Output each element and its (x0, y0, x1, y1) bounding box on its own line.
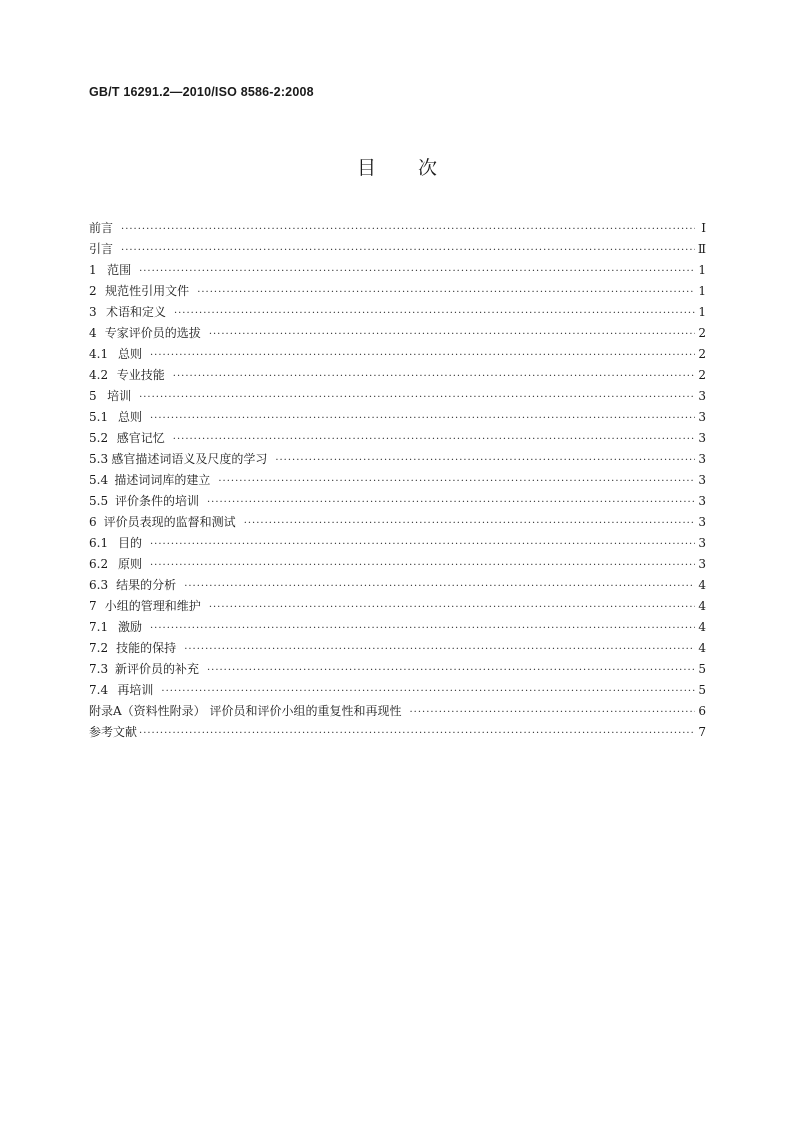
toc-entry[interactable] (89, 428, 706, 449)
toc-entry-title: 参考文献 (89, 725, 138, 739)
toc-entry-title: 总则 (117, 347, 142, 361)
toc-entry[interactable] (89, 281, 706, 302)
toc-entry-page: 5 (698, 662, 706, 676)
toc-leader-dots (173, 429, 695, 450)
toc-leader-dots (207, 492, 695, 513)
toc-entry[interactable] (89, 470, 706, 491)
toc-entry-page: 4 (698, 578, 706, 592)
toc-leader-dots (150, 555, 695, 576)
toc-entry[interactable] (89, 365, 706, 386)
toc-entry-number: 6.1 (89, 536, 109, 550)
toc-leader-dots (139, 261, 695, 282)
toc-entry-page: 3 (698, 452, 706, 466)
toc-entry-number: 6.2 (89, 557, 109, 571)
toc-entry-page: 4 (698, 599, 706, 613)
toc-entry[interactable] (89, 638, 706, 659)
toc-entry-title: 原则 (117, 557, 142, 571)
toc-entry-number: 5.3 (89, 452, 109, 466)
toc-entry-page: 1 (698, 263, 706, 277)
toc-entry-number: 5.4 (89, 473, 109, 487)
toc-leader-dots (161, 681, 695, 702)
toc-entry-title: 引言 (89, 242, 114, 256)
toc-entry[interactable] (89, 680, 706, 701)
toc-leader-dots (209, 597, 695, 618)
toc-entry-number: 4.2 (89, 368, 109, 382)
toc-entry-page: 2 (698, 368, 706, 382)
toc-entry-title: 专家评价员的选拔 (104, 326, 201, 340)
toc-entry[interactable] (89, 722, 706, 743)
toc-entry-page: 3 (698, 536, 706, 550)
toc-leader-dots (173, 366, 695, 387)
toc-leader-dots (275, 450, 695, 471)
toc-entry-title: 术语和定义 (105, 305, 166, 319)
toc-entry-title: 目的 (117, 536, 142, 550)
toc-entry[interactable] (89, 302, 706, 323)
toc-entry-page: Ⅱ (697, 242, 706, 256)
toc-entry-title: 评价条件的培训 (114, 494, 199, 508)
toc-entry[interactable] (89, 512, 706, 533)
toc-entry-title: 培训 (107, 389, 132, 403)
page-title: 目次 (356, 157, 479, 179)
toc-entry-title: 描述词词库的建立 (114, 473, 211, 487)
toc-entry-page: 3 (698, 431, 706, 445)
toc-entry-page: 3 (698, 494, 706, 508)
toc-entry-page: 3 (698, 515, 706, 529)
toc-entry[interactable] (89, 449, 706, 470)
toc-entry-title: 再培训 (117, 683, 154, 697)
toc-entry-number: 3 (89, 305, 97, 319)
toc-entry-page: Ⅰ (701, 221, 706, 235)
toc-entry-number: 1 (89, 263, 97, 277)
toc-entry-page: 3 (698, 410, 706, 424)
toc-leader-dots (174, 303, 695, 324)
toc-leader-dots (409, 702, 695, 723)
toc-entry-page: 3 (698, 473, 706, 487)
toc-entry-page: 3 (698, 557, 706, 571)
toc-entry[interactable] (89, 575, 706, 596)
toc-entry-number: 6.3 (89, 578, 109, 592)
toc-entry-title: 总则 (117, 410, 142, 424)
toc-leader-dots (197, 282, 695, 303)
toc-entry[interactable] (89, 554, 706, 575)
toc-entry[interactable] (89, 386, 706, 407)
toc-leader-dots (218, 471, 695, 492)
toc-entry[interactable] (89, 701, 706, 722)
toc-leader-dots (121, 240, 695, 261)
toc-entry-title: 规范性引用文件 (105, 284, 190, 298)
toc-entry-number: 4.1 (89, 347, 109, 361)
toc-entry-title: 附录A（资料性附录） 评价员和评价小组的重复性和再现性 (89, 704, 402, 718)
toc-entry[interactable] (89, 617, 706, 638)
toc-leader-dots (121, 219, 695, 240)
toc-entry[interactable] (89, 596, 706, 617)
toc-entry-page: 2 (698, 347, 706, 361)
toc-entry-title: 激励 (117, 620, 142, 634)
toc-entry-number: 7.2 (89, 641, 109, 655)
toc-entry-page: 6 (698, 704, 706, 718)
toc-entry-number: 7.1 (89, 620, 109, 634)
toc-entry[interactable] (89, 218, 706, 239)
toc-entry-number: 5 (89, 389, 97, 403)
toc-leader-dots (150, 618, 695, 639)
standard-code: GB/T 16291.2—2010/ISO 8586-2:2008 (89, 85, 314, 99)
toc-entry-number: 7 (89, 599, 97, 613)
toc-leader-dots (139, 723, 695, 744)
toc-entry[interactable] (89, 407, 706, 428)
toc-entry-number: 5.5 (89, 494, 109, 508)
toc-entry-title: 感官记忆 (116, 431, 165, 445)
toc-entry[interactable] (89, 533, 706, 554)
toc-entry[interactable] (89, 491, 706, 512)
toc-entry[interactable] (89, 323, 706, 344)
toc-entry-number: 7.3 (89, 662, 109, 676)
toc-entry-title: 感官描述词语义及尺度的学习 (111, 452, 268, 466)
toc-entry-page: 2 (698, 326, 706, 340)
toc-leader-dots (244, 513, 695, 534)
toc-leader-dots (184, 576, 695, 597)
toc-entry-page: 1 (698, 305, 706, 319)
toc-entry-page: 7 (698, 725, 706, 739)
toc-entry-page: 4 (698, 620, 706, 634)
toc-leader-dots (184, 639, 695, 660)
toc-entry-page: 1 (698, 284, 706, 298)
toc-entry-page: 5 (698, 683, 706, 697)
toc-leader-dots (150, 345, 695, 366)
toc-entry-title: 结果的分析 (116, 578, 177, 592)
toc-leader-dots (150, 408, 695, 429)
toc-entry-title: 专业技能 (116, 368, 165, 382)
toc-entry-number: 7.4 (89, 683, 109, 697)
toc-entry[interactable] (89, 260, 706, 281)
toc-leader-dots (139, 387, 695, 408)
toc-entry-number: 4 (89, 326, 97, 340)
toc-entry-page: 4 (698, 641, 706, 655)
toc-entry[interactable] (89, 239, 706, 260)
toc-entry-number: 2 (89, 284, 97, 298)
toc-entry-title: 评价员表现的监督和测试 (103, 515, 236, 529)
toc-entry[interactable] (89, 659, 706, 680)
toc-entry-number: 6 (89, 515, 97, 529)
toc-entry-page: 3 (698, 389, 706, 403)
toc-leader-dots (207, 660, 695, 681)
toc-leader-dots (150, 534, 695, 555)
toc-entry-title: 新评价员的补充 (114, 662, 199, 676)
toc-entry-title: 小组的管理和维护 (104, 599, 201, 613)
toc-entry-number: 5.1 (89, 410, 109, 424)
toc-leader-dots (209, 324, 695, 345)
toc-entry-number: 5.2 (89, 431, 109, 445)
toc-entry[interactable] (89, 344, 706, 365)
table-of-contents (89, 218, 706, 743)
toc-entry-title: 范围 (107, 263, 132, 277)
toc-entry-title: 技能的保持 (116, 641, 177, 655)
toc-entry-title: 前言 (89, 221, 114, 235)
